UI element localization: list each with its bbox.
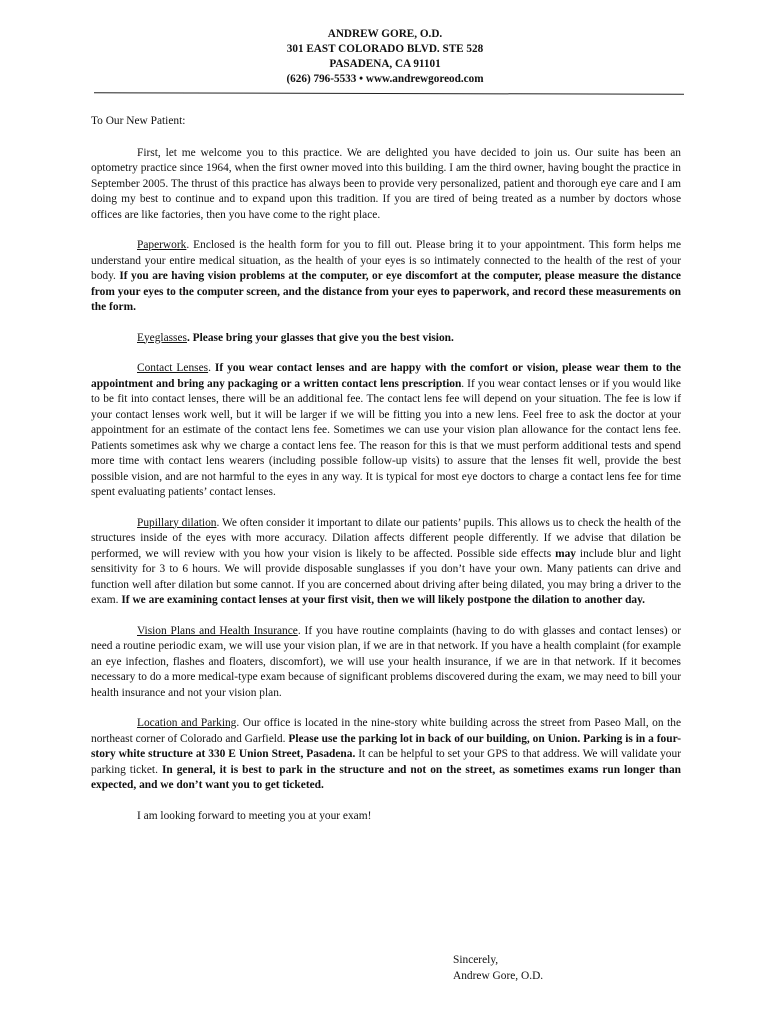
contacts-paragraph bbox=[91, 361, 681, 501]
contacts-heading: Contact Lenses bbox=[137, 362, 209, 374]
location-heading: Location and Parking bbox=[137, 717, 237, 729]
dilation-text-1: . We often consider it important to dilate our patients’ pupils. This allows us to check the health of the structures inside of the eyes with more accuracy. Dilation affects different people differently. If we advise that dilation be performed, we will review with you how your vision is likely to be affected. Possible side effects bbox=[91, 516, 681, 560]
salutation: To Our New Patient: bbox=[91, 115, 186, 127]
dilation-text-2: include blur and light sensitivity for 3 to 6 hours. We will provide disposable sunglasses if you don’t have your own. Many patients can drive and function well after dilation but some cannot. If you are concerned about driving after being dilated, you may bring a driver to the exam. bbox=[91, 547, 682, 606]
location-bold-1: Please use the parking lot in back of our building, on Union. Parking is in a four-story white structure at 330 E Union Street, Pasadena. bbox=[91, 732, 681, 760]
vision-plans-heading: Vision Plans and Health Insurance bbox=[137, 624, 298, 637]
paperwork-paragraph bbox=[91, 238, 681, 316]
intro-text: First, let me welcome you to this practice. We are delighted you have decided to join us. Our suite has been an optometry practice since 1964, when the first owner moved into this building. I am the third owner, having bought the practice in September 2005. The thrust of this practice has always been to provide very personalized, patient and thorough eye care and I am doing my best to continue and to expand upon this tradition. If you are tired of being treated as a number by doctors whose offices are like factories, then you have come to the right place. bbox=[91, 146, 681, 221]
paperwork-text: . Enclosed is the health form for you to fill out. Please bring it to your appointment. This form helps me understand your entire medical situation, as the health of your eyes is so intimately connected to the health of the rest of your body. bbox=[91, 239, 681, 282]
signoff bbox=[453, 952, 543, 984]
location-bold-2: In general, it is best to park in the structure and not on the street, as sometimes exams run longer than expected, and we don’t want you to get ticketed. bbox=[91, 763, 681, 791]
letterhead-divider bbox=[94, 92, 684, 95]
address-line-1: 301 EAST COLORADO BLVD. STE 528 bbox=[286, 43, 484, 55]
eyeglasses-bold: . Please bring your glasses that give you the best vision. bbox=[186, 331, 454, 344]
dilation-bold-1: may bbox=[555, 547, 576, 560]
letterhead bbox=[0, 27, 770, 87]
vision-plans-paragraph bbox=[91, 624, 681, 702]
location-paragraph bbox=[91, 716, 681, 794]
dilation-paragraph bbox=[91, 516, 681, 609]
paperwork-bold: If you are having vision problems at the computer, or eye discomfort at the computer, please measure the distance from your eyes to the computer screen, and the distance from your eyes to paperwork, and record these measurements on the form. bbox=[91, 270, 681, 313]
letter-body bbox=[91, 114, 681, 839]
vision-plans-text: . If you have routine complaints (having to do with glasses and contact lenses) or need a routine periodic exam, we will use your vision plan, if we are in that network. If you have a health complaint (for example an eye infection, flashes and floaters, discomfort), we will use your health insurance, if we are in that network. If it becomes necessary to do a more medical-type exam because of significant problems discovered during the exam, we may need to bill your health insurance and not your vision plan. bbox=[91, 624, 682, 699]
contacts-text-2: . If you wear contact lenses or if you would like to be fit into contact lenses, there will be an additional fee. The contact lens fee will depend on your situation. The fee is low if your contact lenses work well, but it will be larger if we will be fitting you into a new lens. Feel free to ask the doctor at your appointment for an estimate of the contact lens fee. Sometimes we can use your vision plan allowance for the contact lens fee. Patients sometimes ask why we charge a contact lens fee. The reason for this is that we must perform additional tests and spend more time with contact lens wearers (including possible follow-up visits) to assure that the lenses fit well, provide the best possible vision, and are not harmful to the eyes in any way. It is typical for most eye doctors to charge a contact lens fee for time spent evaluating patients’ contact lenses. bbox=[91, 377, 681, 498]
signer-name: Andrew Gore, O.D. bbox=[453, 970, 544, 982]
closing-line: I am looking forward to meeting you at your exam! bbox=[137, 809, 372, 822]
paperwork-heading: Paperwork bbox=[137, 239, 187, 251]
valediction: Sincerely, bbox=[453, 954, 499, 966]
intro-paragraph bbox=[91, 146, 681, 224]
dilation-bold-2: If we are examining contact lenses at your first visit, then we will likely postpone the dilation to another day. bbox=[121, 594, 646, 606]
eyeglasses-paragraph bbox=[91, 331, 681, 347]
contact-line: (626) 796-5533 • www.andrewgoreod.com bbox=[286, 73, 484, 85]
contacts-bold: If you wear contact lenses and are happy with the comfort or vision, please wear them to the appointment and bring any packaging or a written contact lens prescription bbox=[91, 362, 681, 390]
location-text-2: It can be helpful to set your GPS to that address. We will validate your parking ticket. bbox=[91, 748, 681, 776]
dilation-heading: Pupillary dilation bbox=[137, 516, 217, 529]
location-text-1: . Our office is located in the nine-story white building across the street from Paseo Mall, on the northeast corner of Colorado and Garfield. bbox=[91, 717, 681, 745]
address-line-2: PASADENA, CA 91101 bbox=[329, 58, 441, 70]
eyeglasses-heading: Eyeglasses bbox=[137, 331, 187, 344]
practice-name: ANDREW GORE, O.D. bbox=[327, 28, 443, 40]
contacts-text-1: . bbox=[208, 362, 215, 374]
